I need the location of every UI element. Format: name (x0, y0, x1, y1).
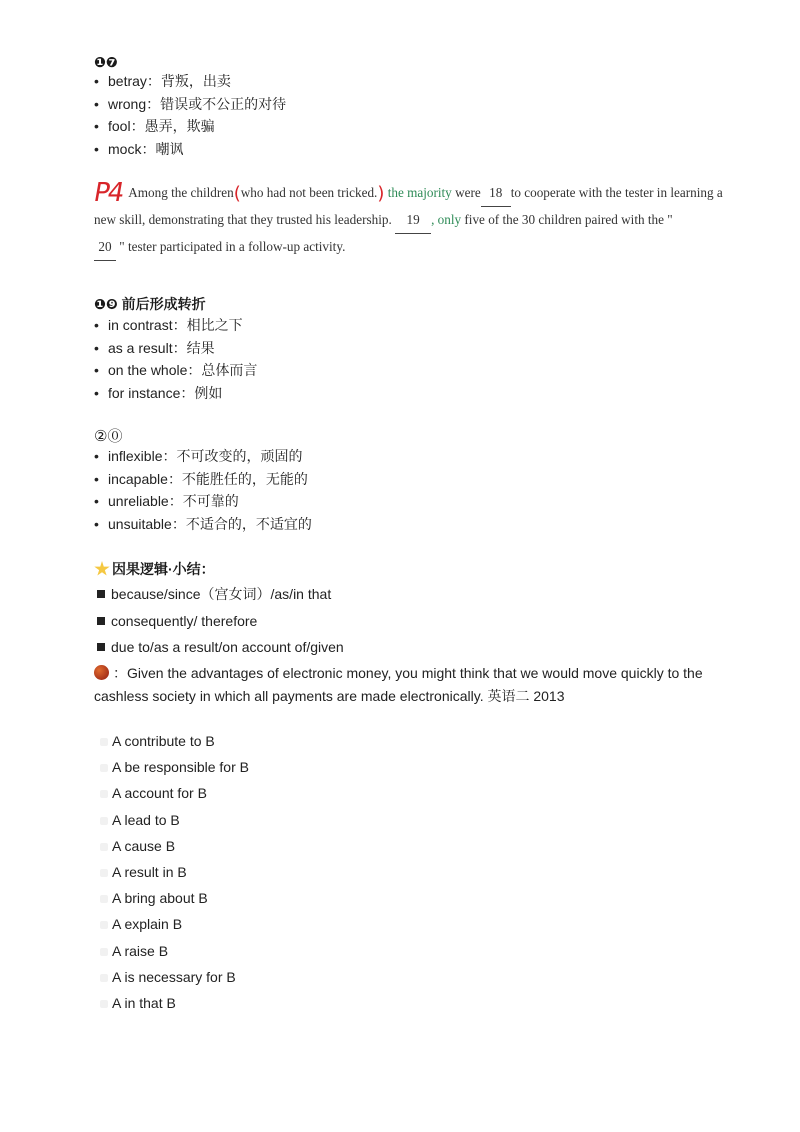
list-item: • betray：背叛，出卖 (94, 70, 286, 93)
list-item: • fool：愚弄，欺骗 (94, 115, 286, 138)
red-bracket-close: ) (377, 183, 385, 204)
section-20-heading: ②⓪ (94, 428, 123, 445)
list-item: A account for B (100, 780, 249, 806)
bullet-icon: • (94, 384, 99, 401)
bullet-icon: • (94, 73, 99, 89)
bullet-icon: • (94, 470, 99, 487)
list-item: • unreliable：不可靠的 (94, 490, 312, 513)
list-item: • wrong：错误或不公正的对待 (94, 93, 286, 116)
list-item: • unsuitable：不适合的，不适宜的 (94, 513, 312, 536)
section-19-list (94, 314, 257, 404)
bullet-icon: • (94, 118, 99, 134)
passage-excerpt: P4 Among the children(who had not been tricked.) the majority were 18 to cooperate with the tester in learning a new skill, demonstrating that they trusted his leadership. 19 , only five of the 30 children paired with the " 20 " tester participated in a follow-up activity. (94, 180, 734, 261)
list-item: • inflexible：不可改变的，顽固的 (94, 445, 312, 468)
list-item: A is necessary for B (100, 964, 249, 990)
list-item: A in that B (100, 990, 249, 1016)
marker-icon (100, 895, 108, 903)
example-sentence: ：Given the advantages of electronic money, you might think that we would move quickly to the cashless society in which all payments are made electronically. 英语二 2013 (94, 665, 703, 704)
marker-icon (100, 764, 108, 772)
highlight-majority: the majority (387, 185, 452, 200)
square-bullet-icon (97, 617, 105, 625)
section-20-list (94, 445, 312, 535)
list-item: A be responsible for B (100, 754, 249, 780)
list-item: because/since（宫女词）/as/in that (97, 581, 344, 608)
basketball-icon (94, 665, 109, 680)
marker-icon (100, 790, 108, 798)
marker-icon (100, 1000, 108, 1008)
list-item: • incapable：不能胜任的，无能的 (94, 468, 312, 491)
bullet-icon: • (94, 515, 99, 532)
list-item: A cause B (100, 833, 249, 859)
marker-icon (100, 869, 108, 877)
list-item: consequently/ therefore (97, 608, 344, 635)
list-item: • mock：嘲讽 (94, 138, 286, 161)
list-item: • on the whole：总体而言 (94, 359, 257, 382)
list-item: • as a result：结果 (94, 337, 257, 360)
star-icon (94, 561, 110, 577)
marker-icon (100, 817, 108, 825)
bullet-icon: • (94, 448, 99, 464)
bullet-icon: • (94, 317, 99, 333)
watermark (600, 190, 620, 270)
marker-icon (100, 738, 108, 746)
blank-18: 18 (481, 180, 511, 207)
bullet-icon: • (94, 95, 99, 112)
marker-icon (100, 921, 108, 929)
list-item: due to/as a result/on account of/given (97, 634, 344, 661)
bullet-icon: • (94, 140, 99, 157)
bullet-icon: • (94, 493, 99, 509)
square-bullet-icon (97, 643, 105, 651)
highlight-only: , only (431, 212, 462, 227)
list-item: A bring about B (100, 885, 249, 911)
list-item: A contribute to B (100, 728, 249, 754)
summary-list (97, 581, 344, 661)
summary-heading: 因果逻辑·小结： (94, 559, 215, 579)
list-item: A result in B (100, 859, 249, 885)
marker-icon (100, 948, 108, 956)
list-item: • in contrast：相比之下 (94, 314, 257, 337)
square-bullet-icon (97, 590, 105, 598)
blank-19: 19 (395, 207, 431, 234)
marker-icon (100, 843, 108, 851)
list-item: A lead to B (100, 807, 249, 833)
section-17-heading: ❶❼ (94, 54, 118, 70)
causal-phrase-list (100, 728, 249, 1016)
red-bracket-open: ( (233, 183, 241, 204)
list-item: • for instance：例如 (94, 382, 257, 405)
bullet-icon: • (94, 339, 99, 356)
section-17-list (94, 70, 286, 160)
marker-icon (100, 974, 108, 982)
paragraph-label: P4 (91, 178, 125, 208)
blank-20: 20 (94, 234, 116, 261)
list-item: A explain B (100, 911, 249, 937)
list-item: A raise B (100, 938, 249, 964)
section-19-heading: ❶❾ 前后形成转折 (94, 296, 206, 312)
bullet-icon: • (94, 362, 99, 378)
